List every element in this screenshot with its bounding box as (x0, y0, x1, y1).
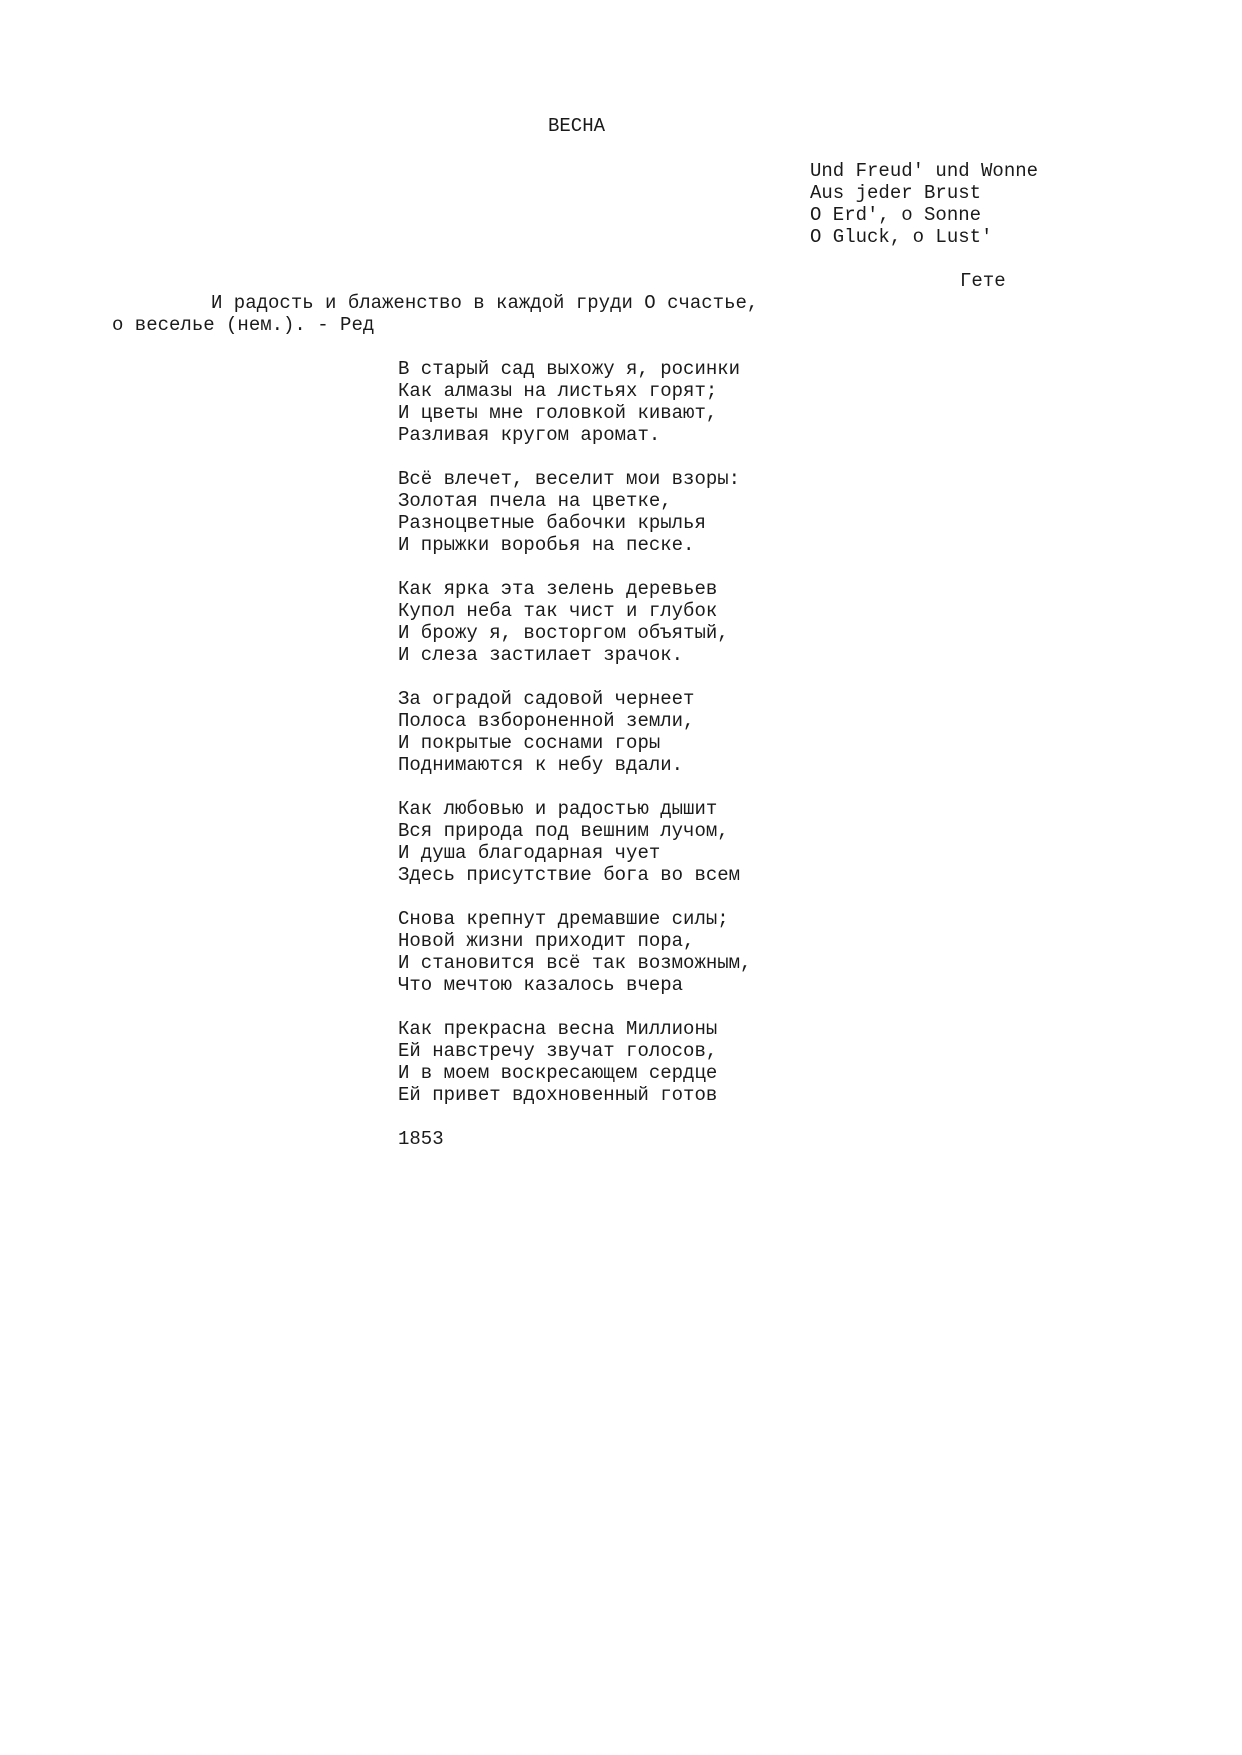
poem-body (398, 358, 751, 1150)
poem-date: 1853 (398, 1128, 444, 1150)
verse-line: Как прекрасна весна Миллионы (398, 1018, 718, 1040)
verse-line: За оградой садовой чернеет (398, 688, 695, 710)
stanza (398, 358, 751, 446)
epigraph-line: O Gluck, o Lust' (810, 226, 993, 248)
verse-line: Снова крепнут дремавшие силы; (398, 908, 729, 930)
epigraph-author: Гете (960, 270, 1006, 292)
verse-line: Вся природа под вешним лучом, (398, 820, 729, 842)
epigraph-line: O Erd', o Sonne (810, 204, 982, 226)
verse-line: Золотая пчела на цветке, (398, 490, 672, 512)
stanza (398, 688, 751, 776)
verse-line: Как любовью и радостью дышит (398, 798, 718, 820)
epigraph-line: Aus jeder Brust (810, 182, 982, 204)
verse-line: Как ярка эта зелень деревьев (398, 578, 718, 600)
verse-line: Купол неба так чист и глубок (398, 600, 718, 622)
translation-note (112, 292, 872, 336)
stanza (398, 908, 751, 996)
verse-line: Новой жизни приходит пора, (398, 930, 695, 952)
verse-line: В старый сад выхожу я, росинки (398, 358, 741, 380)
verse-line: Здесь присутствие бога во всем (398, 864, 741, 886)
verse-line: Ей привет вдохновенный готов (398, 1084, 718, 1106)
verse-line: Разливая кругом аромат. (398, 424, 661, 446)
verse-line: Что мечтою казалось вчера (398, 974, 684, 996)
verse-line: Всё влечет, веселит мои взоры: (398, 468, 741, 490)
verse-line: И становится всё так возможным, (398, 952, 752, 974)
stanza (398, 1018, 751, 1106)
verse-line: Полоса взбороненной земли, (398, 710, 695, 732)
verse-line: Ей навстречу звучат голосов, (398, 1040, 718, 1062)
verse-line: Разноцветные бабочки крылья (398, 512, 706, 534)
epigraph-line: Und Freud' und Wonne (810, 160, 1039, 182)
stanza (398, 468, 751, 556)
translation-note-line: о веселье (нем.). - Ред (112, 314, 375, 336)
stanza (398, 578, 751, 666)
verse-line: И душа благодарная чует (398, 842, 661, 864)
poem-title: ВЕСНА (548, 115, 606, 137)
verse-line: И брожу я, восторгом объятый, (398, 622, 729, 644)
verse-line: И цветы мне головкой кивают, (398, 402, 718, 424)
verse-line: И прыжки воробья на песке. (398, 534, 695, 556)
verse-line: И покрытые соснами горы (398, 732, 661, 754)
verse-line: Поднимаются к небу вдали. (398, 754, 684, 776)
stanza (398, 798, 751, 886)
epigraph (810, 160, 1038, 248)
verse-line: Как алмазы на листьях горят; (398, 380, 718, 402)
verse-line: И в моем воскресающем сердце (398, 1062, 718, 1084)
verse-line: И слеза застилает зрачок. (398, 644, 684, 666)
translation-note-line: И радость и блаженство в каждой груди О счастье, (211, 292, 759, 314)
